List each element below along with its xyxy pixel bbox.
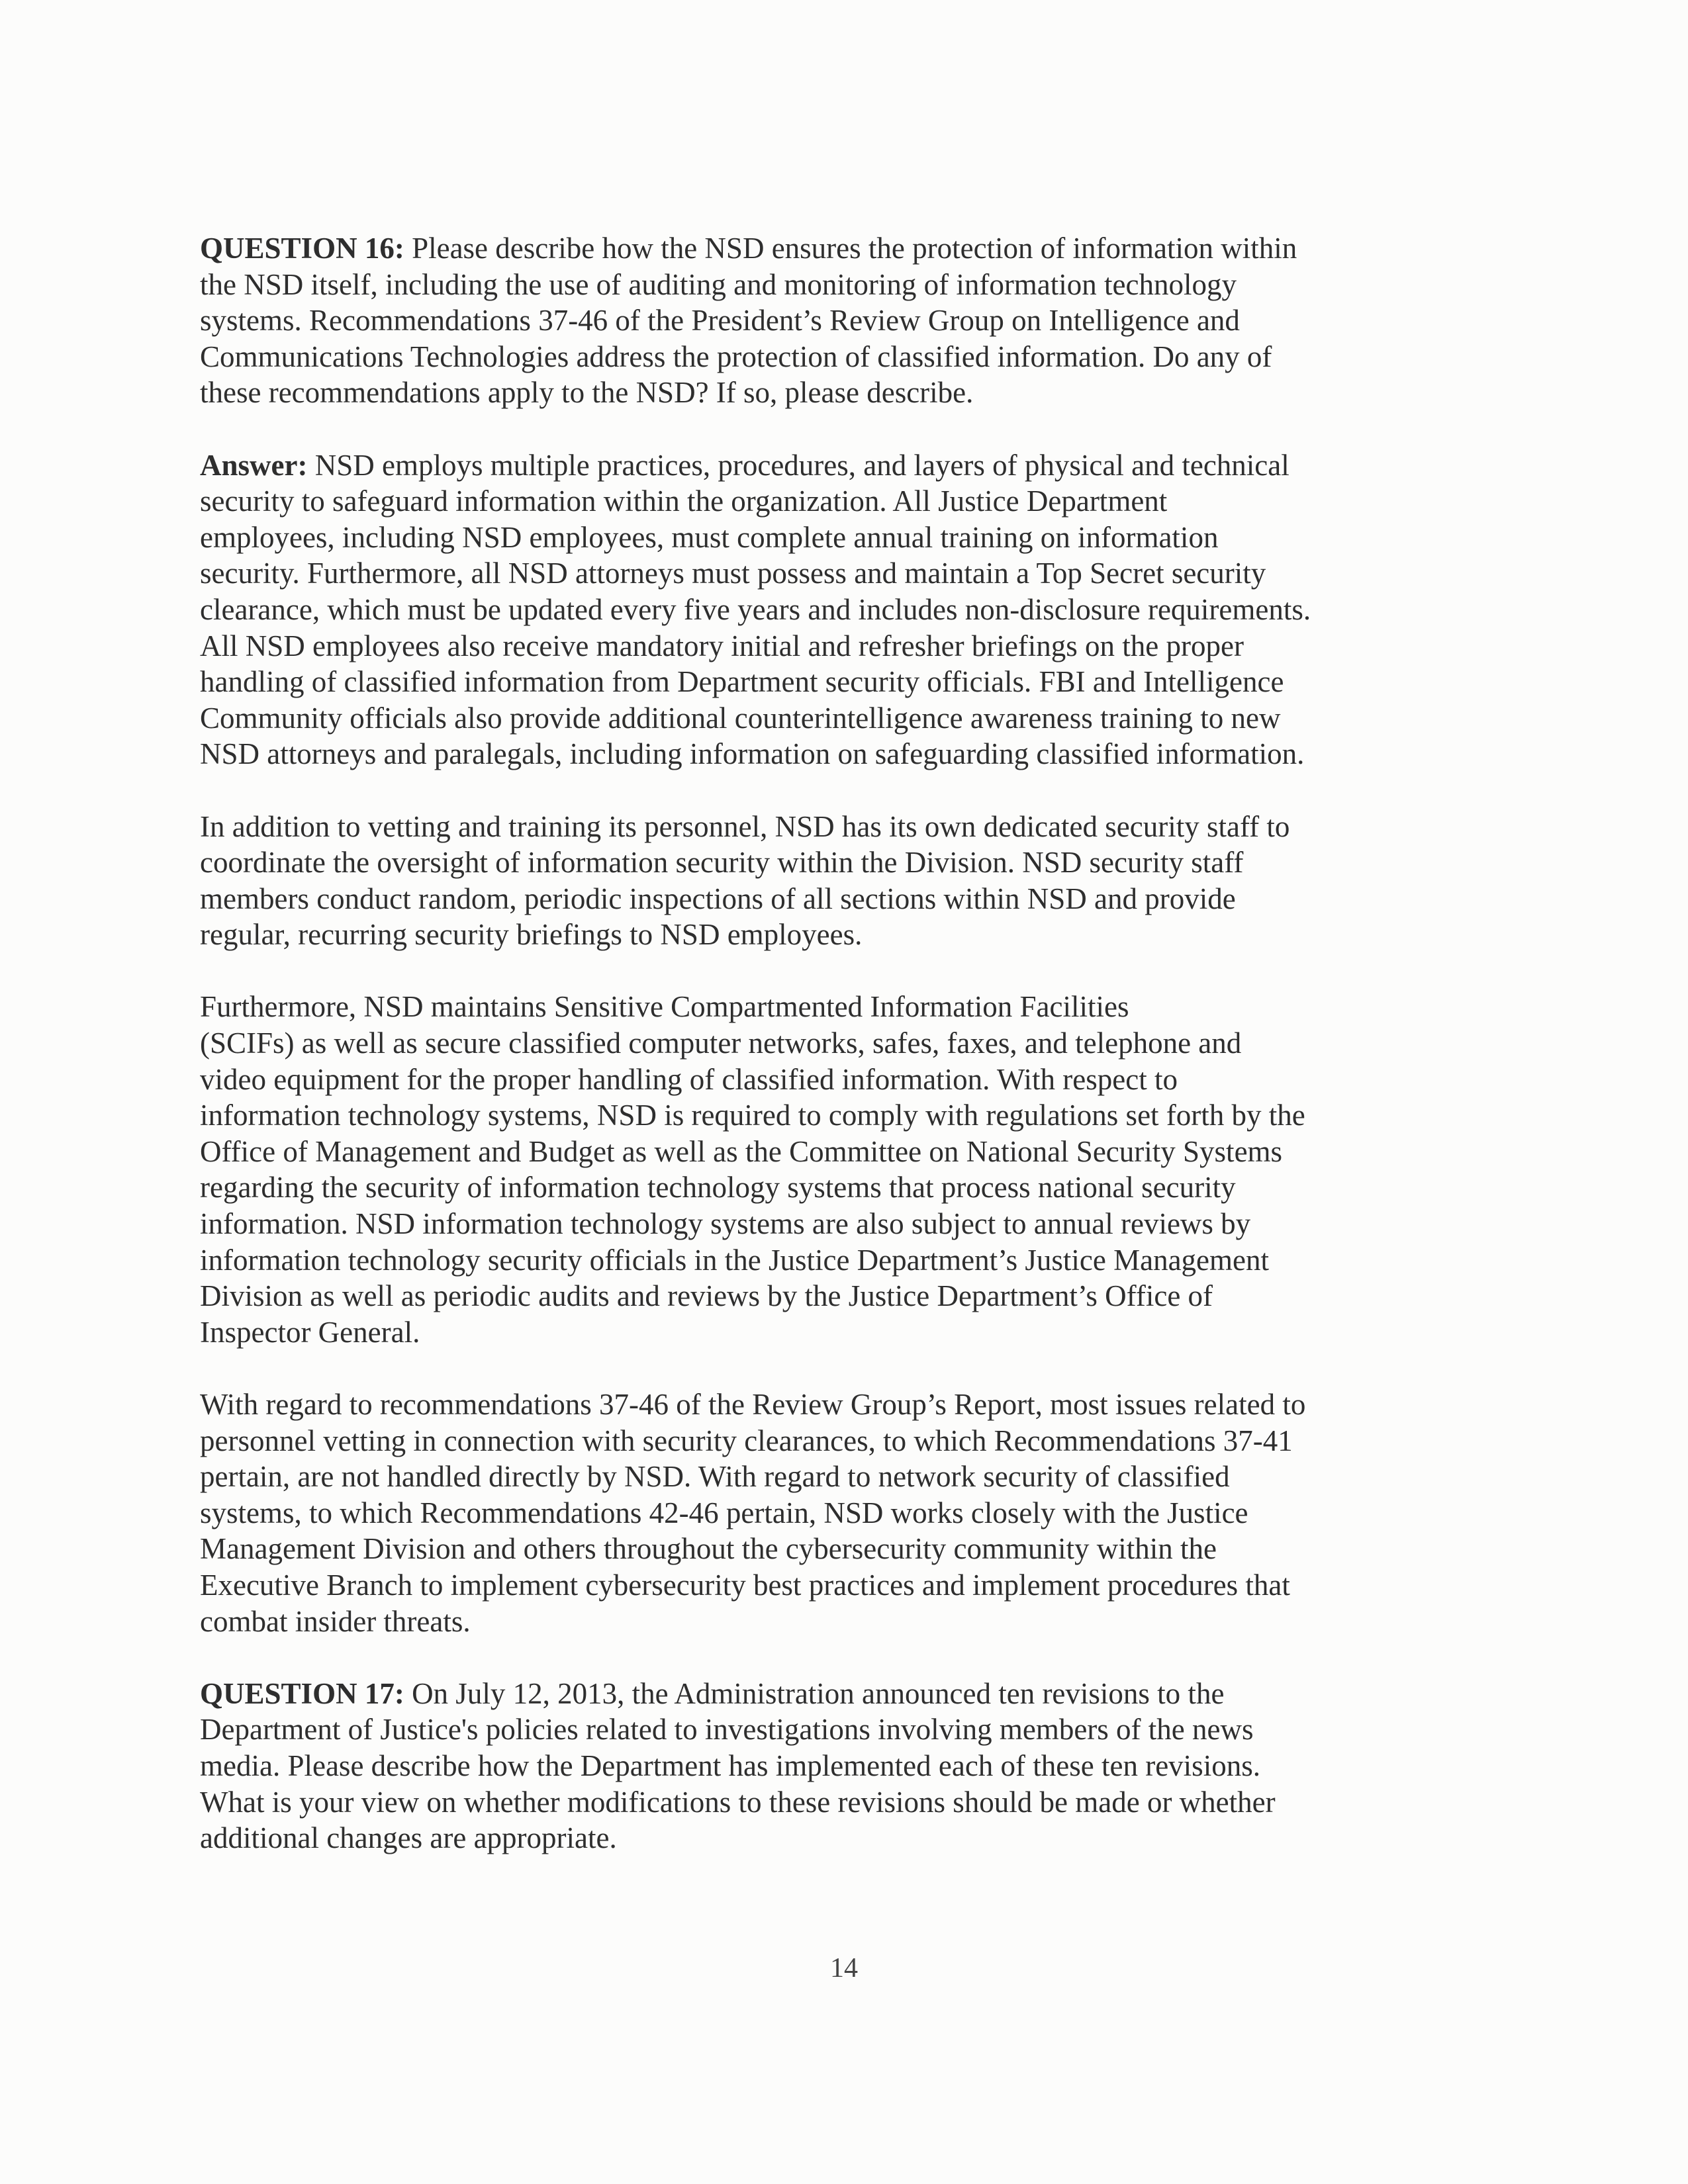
text-line: Department of Justice's policies related to investigations involving members of the news <box>200 1713 1254 1747</box>
text-line: With regard to recommendations 37-46 of the Review Group’s Report, most issues related to <box>200 1388 1306 1421</box>
text-line: additional changes are appropriate. <box>200 1821 617 1855</box>
text-line: employees, including NSD employees, must complete annual training on information <box>200 520 1219 554</box>
text-line <box>200 447 1431 484</box>
text-line: Executive Branch to implement cybersecurity best practices and implement procedures that <box>200 1568 1290 1602</box>
page-number: 14 <box>830 1953 858 1983</box>
question-label: QUESTION 17: <box>200 1676 404 1710</box>
text-line: members conduct random, periodic inspections of all sections within NSD and provide <box>200 882 1236 915</box>
document-page <box>200 230 1431 1892</box>
text-line: What is your view on whether modifications to these revisions should be made or whether <box>200 1785 1276 1819</box>
text-line <box>200 230 1431 267</box>
text-line: In addition to vetting and training its personnel, NSD has its own dedicated security staff to <box>200 809 1290 843</box>
text-line: systems, to which Recommendations 42-46 pertain, NSD works closely with the Justice <box>200 1496 1248 1529</box>
text-line: Furthermore, NSD maintains Sensitive Compartmented Information Facilities <box>200 990 1129 1024</box>
text-line: combat insider threats. <box>200 1604 471 1638</box>
question-16 <box>200 230 1431 411</box>
text-line: information technology systems, NSD is required to comply with regulations set forth by the <box>200 1099 1305 1132</box>
text-line: security. Furthermore, all NSD attorneys must possess and maintain a Top Secret security <box>200 557 1266 590</box>
question-label: QUESTION 16: <box>200 232 404 265</box>
text-line: (SCIFs) as well as secure classified computer networks, safes, faxes, and telephone and <box>200 1026 1242 1060</box>
text-line: the NSD itself, including the use of auditing and monitoring of information technology <box>200 267 1237 301</box>
answer-paragraph-3 <box>200 989 1431 1350</box>
text-line: Office of Management and Budget as well as the Committee on National Security Systems <box>200 1134 1283 1168</box>
text-line: personnel vetting in connection with security clearances, to which Recommendations 37-41 <box>200 1424 1293 1457</box>
text-line: Management Division and others throughout the cybersecurity community within the <box>200 1532 1217 1566</box>
text-run: NSD employs multiple practices, procedures, and layers of physical and technical <box>307 448 1289 482</box>
text-line: regarding the security of information technology systems that process national security <box>200 1171 1236 1205</box>
text-line: these recommendations apply to the NSD? If so, please describe. <box>200 376 974 410</box>
answer-paragraph-2 <box>200 809 1431 953</box>
text-line: Division as well as periodic audits and reviews by the Justice Department’s Office of <box>200 1279 1213 1313</box>
answer-paragraph-4 <box>200 1387 1431 1639</box>
text-line: All NSD employees also receive mandatory initial and refresher briefings on the proper <box>200 629 1244 662</box>
text-line: clearance, which must be updated every five years and includes non-disclosure requirements. <box>200 592 1311 626</box>
text-line: coordinate the oversight of information security within the Division. NSD security staff <box>200 846 1244 880</box>
text-line: systems. Recommendations 37-46 of the President’s Review Group on Intelligence and <box>200 304 1240 338</box>
text-line <box>200 1676 1431 1712</box>
text-run: On July 12, 2013, the Administration announced ten revisions to the <box>404 1676 1225 1710</box>
text-line: Inspector General. <box>200 1315 420 1349</box>
text-line: handling of classified information from Department security officials. FBI and Intelligence <box>200 665 1284 699</box>
text-line: regular, recurring security briefings to NSD employees. <box>200 918 863 952</box>
answer-label: Answer: <box>200 448 308 482</box>
text-line: video equipment for the proper handling of classified information. With respect to <box>200 1062 1178 1096</box>
text-line: information technology security officials in the Justice Department’s Justice Management <box>200 1243 1269 1277</box>
text-line: information. NSD information technology systems are also subject to annual reviews by <box>200 1207 1251 1241</box>
text-line: Communications Technologies address the protection of classified information. Do any of <box>200 340 1272 373</box>
text-run: Please describe how the NSD ensures the protection of information within <box>404 232 1297 265</box>
text-line: pertain, are not handled directly by NSD. With regard to network security of classified <box>200 1460 1230 1494</box>
text-line: Community officials also provide additional counterintelligence awareness training to new <box>200 701 1281 735</box>
answer-paragraph-1 <box>200 447 1431 772</box>
text-line: security to safeguard information within the organization. All Justice Department <box>200 484 1168 518</box>
text-line: NSD attorneys and paralegals, including information on safeguarding classified information. <box>200 737 1305 771</box>
question-17 <box>200 1676 1431 1856</box>
text-line: media. Please describe how the Department has implemented each of these ten revisions. <box>200 1749 1260 1782</box>
